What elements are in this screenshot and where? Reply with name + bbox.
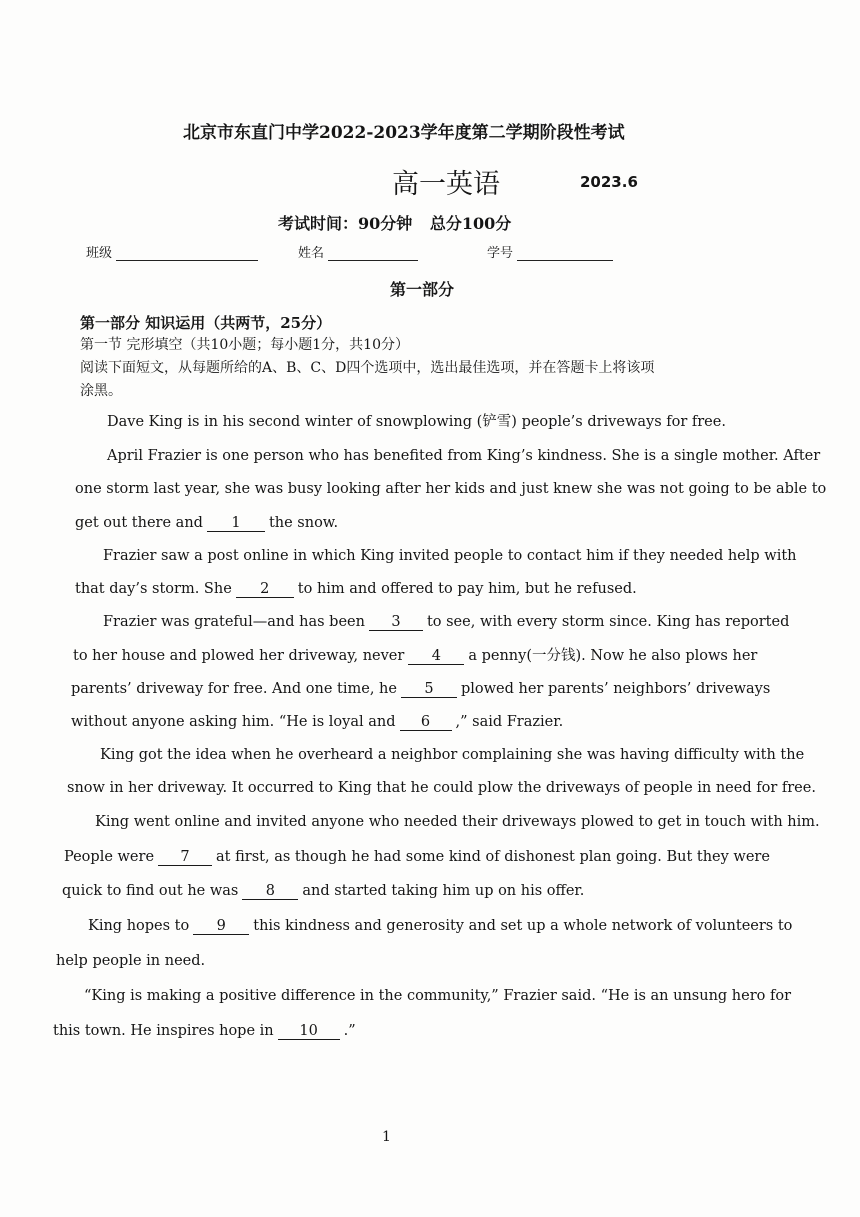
passage-text: quick to find out he was	[62, 883, 239, 899]
passage-line	[103, 613, 789, 631]
passage-text: to him and offered to pay him, but he refused.	[297, 581, 637, 597]
passage-text: Frazier was grateful—and has been	[103, 614, 365, 630]
passage-text: this kindness and generosity and set up a whole network of volunteers to	[253, 918, 793, 934]
section-title: 第一部分 知识运用（共两节，25分）	[80, 314, 332, 332]
passage-text: get out there and	[75, 515, 203, 531]
passage-line: one storm last year, she was busy looking after her kids and just knew she was not going to be able to	[75, 481, 827, 497]
blank-5[interactable]: 5	[401, 681, 457, 698]
passage-text: King hopes to	[88, 918, 190, 934]
exam-time: 考试时间：90分钟	[278, 214, 413, 233]
passage-line: King went online and invited anyone who needed their driveways plowed to get in touch with him.	[95, 814, 820, 830]
passage-line	[75, 580, 637, 598]
blank-2[interactable]: 2	[236, 581, 294, 598]
passage-line: King got the idea when he overheard a neighbor complaining she was having difficulty with the	[100, 747, 805, 763]
passage-line	[53, 1022, 356, 1040]
subject-row	[392, 162, 692, 200]
passage-text: ,” said Frazier.	[455, 714, 564, 730]
instruction-line-2: 涂黑。	[80, 383, 122, 399]
blank-4[interactable]: 4	[408, 648, 464, 665]
passage-line: snow in her driveway. It occurred to King that he could plow the driveways of people in need for free.	[67, 780, 816, 796]
id-label: 学号	[487, 246, 514, 261]
passage-text: that day’s storm. She	[75, 581, 232, 597]
name-label: 姓名	[298, 246, 325, 261]
passage-text: to her house and plowed her driveway, never	[73, 648, 405, 664]
page-number: 1	[382, 1129, 391, 1145]
class-field	[86, 242, 258, 261]
name-blank[interactable]	[328, 247, 418, 261]
id-blank[interactable]	[517, 247, 613, 261]
passage-text: and started taking him up on his offer.	[302, 883, 585, 899]
blank-6[interactable]: 6	[400, 714, 452, 731]
id-field	[487, 242, 613, 261]
blank-10[interactable]: 10	[278, 1023, 340, 1040]
passage-line: help people in need.	[56, 953, 206, 969]
passage-line	[75, 514, 338, 532]
passage-line: April Frazier is one person who has benefited from King’s kindness. She is a single mother. After	[107, 448, 821, 464]
passage-line	[71, 680, 770, 698]
passage-text: at first, as though he had some kind of dishonest plan going. But they were	[216, 849, 770, 865]
part-heading: 第一部分	[390, 280, 455, 299]
exam-date: 2023.6	[580, 173, 638, 191]
blank-9[interactable]: 9	[193, 918, 249, 935]
passage-text: parents’ driveway for free. And one time, he	[71, 681, 397, 697]
passage-text: People were	[64, 849, 155, 865]
passage-text: plowed her parents’ neighbors’ driveways	[460, 681, 771, 697]
blank-1[interactable]: 1	[207, 515, 265, 532]
passage-line: “King is making a positive difference in the community,” Frazier said. “He is an unsung hero for	[84, 988, 792, 1004]
total-score: 总分100分	[429, 214, 512, 233]
passage-text: the snow.	[268, 515, 339, 531]
name-field	[298, 242, 418, 261]
passage-text: this town. He inspires hope in	[53, 1023, 274, 1039]
passage-line	[64, 848, 770, 866]
subsection-title: 第一节 完形填空（共10小题；每小题1分，共10分）	[80, 337, 409, 353]
class-label: 班级	[86, 246, 113, 261]
school-exam-title: 北京市东直门中学2022-2023学年度第二学期阶段性考试	[183, 123, 625, 143]
passage-text: without anyone asking him. “He is loyal and	[71, 714, 396, 730]
passage-text: a penny(一分钱). Now he also plows her	[468, 648, 758, 664]
passage-line: Frazier saw a post online in which King invited people to contact him if they needed help with	[103, 548, 797, 564]
class-blank[interactable]	[116, 247, 258, 261]
passage-line	[71, 713, 563, 731]
exam-info	[278, 211, 511, 234]
passage-text: .”	[343, 1023, 356, 1039]
subject-title: 高一英语	[392, 169, 500, 200]
passage-line: Dave King is in his second winter of snowplowing (铲雪) people’s driveways for free.	[107, 414, 726, 430]
passage-line	[62, 882, 584, 900]
blank-3[interactable]: 3	[369, 614, 423, 631]
passage-line	[88, 917, 792, 935]
blank-7[interactable]: 7	[158, 849, 212, 866]
instruction-line-1: 阅读下面短文，从每题所给的A、B、C、D四个选项中，选出最佳选项，并在答题卡上将该项	[80, 360, 655, 376]
passage-text: to see, with every storm since. King has reported	[426, 614, 790, 630]
passage-line	[73, 647, 757, 665]
blank-8[interactable]: 8	[242, 883, 298, 900]
